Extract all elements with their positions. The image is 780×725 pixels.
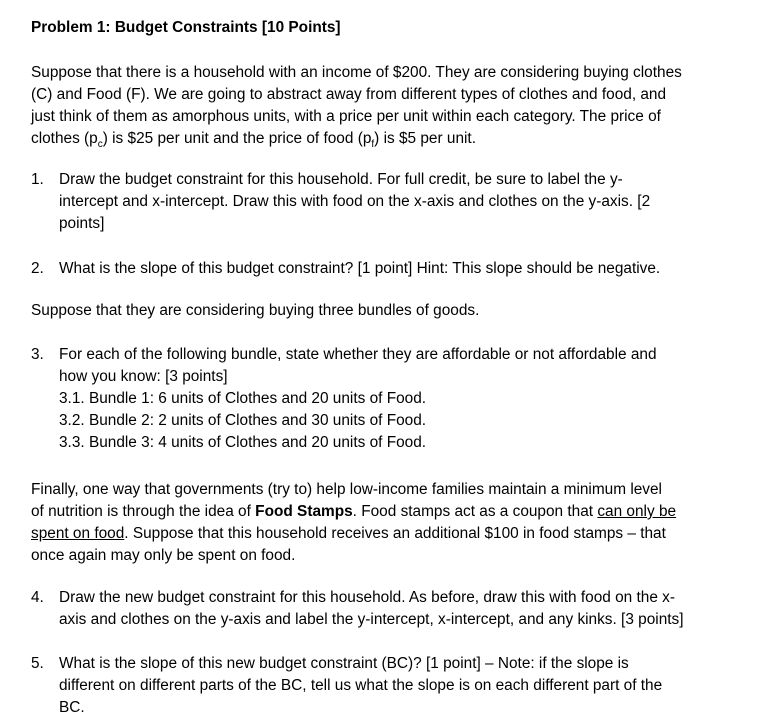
question-5-line-2: different on different parts of the BC, tell us what the slope is on each different part of the	[59, 677, 663, 694]
question-2-text: What is the slope of this budget constraint? [1 point] Hint: This slope should be negative.	[59, 260, 661, 277]
question-5-number: 5.	[31, 655, 44, 672]
food-stamps-line-3-b: . Suppose that this household receives an additional $100 in food stamps – that	[124, 525, 666, 542]
bundle-2-item: 3.2. Bundle 2: 2 units of Clothes and 30 units of Food.	[59, 412, 427, 429]
food-stamps-line-2-a: of nutrition is through the idea of	[31, 503, 256, 520]
question-1-line-1: Draw the budget constraint for this household. For full credit, be sure to label the y-	[59, 171, 623, 188]
food-stamps-paragraph	[31, 479, 743, 567]
food-stamps-bold-term: Food Stamps	[255, 503, 353, 520]
intro-line-4-part-c: ) is $5 per unit.	[374, 130, 476, 147]
food-stamps-line-2	[31, 501, 743, 523]
question-1-line-3: points]	[59, 215, 105, 232]
food-stamps-line-4: once again may only be spent on food.	[31, 547, 296, 564]
food-stamps-underline-2: spent on food	[31, 525, 125, 542]
intro-line-1: Suppose that there is a household with an income of $200. They are considering buying clothes	[31, 64, 682, 81]
bundle-1-item: 3.1. Bundle 1: 6 units of Clothes and 20 units of Food.	[59, 390, 427, 407]
question-3	[31, 344, 746, 454]
intro-paragraph	[31, 62, 743, 150]
question-4-line-2: axis and clothes on the y-axis and label the y-intercept, x-intercept, and any kinks. [3 points]	[59, 611, 684, 628]
food-stamps-underline-1: can only be	[597, 503, 677, 520]
food-stamps-line-1: Finally, one way that governments (try to) help low-income families maintain a minimum level	[31, 481, 662, 498]
question-5	[31, 653, 746, 719]
problem-title: Problem 1: Budget Constraints [10 Points]	[31, 19, 341, 36]
question-2-number: 2.	[31, 260, 44, 277]
question-3-line-2: how you know: [3 points]	[59, 368, 228, 385]
question-5-line-1: What is the slope of this new budget constraint (BC)? [1 point] – Note: if the slope is	[59, 655, 629, 672]
question-1-number: 1.	[31, 171, 44, 188]
question-4	[31, 587, 746, 631]
bundles-intro-text: Suppose that they are considering buying three bundles of goods.	[31, 302, 480, 319]
question-4-line-1: Draw the new budget constraint for this household. As before, draw this with food on the x-	[59, 589, 675, 606]
food-stamps-line-2-b: . Food stamps act as a coupon that	[352, 503, 598, 520]
intro-line-4-part-a: clothes (p	[31, 130, 98, 147]
intro-line-2: (C) and Food (F). We are going to abstract away from different types of clothes and food, and	[31, 86, 667, 103]
question-1	[31, 169, 746, 235]
food-stamps-line-3	[31, 523, 743, 545]
price-clothes-subscript: c	[97, 139, 103, 151]
question-1-line-2: intercept and x-intercept. Draw this with food on the x-axis and clothes on the y-axis. [2	[59, 193, 651, 210]
question-3-line-1: For each of the following bundle, state whether they are affordable or not affordable and	[59, 346, 657, 363]
bundles-intro	[31, 300, 743, 322]
intro-line-4-part-b: ) is $25 per unit and the price of food (p	[102, 130, 372, 147]
question-2	[31, 258, 746, 280]
question-4-number: 4.	[31, 589, 44, 606]
bundle-3-item: 3.3. Bundle 3: 4 units of Clothes and 20 units of Food.	[59, 434, 427, 451]
intro-line-4	[31, 128, 743, 150]
price-food-subscript: f	[371, 139, 375, 151]
question-3-number: 3.	[31, 346, 44, 363]
intro-line-3: just think of them as amorphous units, with a price per unit within each category. The price of	[31, 108, 661, 125]
question-5-line-3: BC.	[59, 699, 85, 716]
